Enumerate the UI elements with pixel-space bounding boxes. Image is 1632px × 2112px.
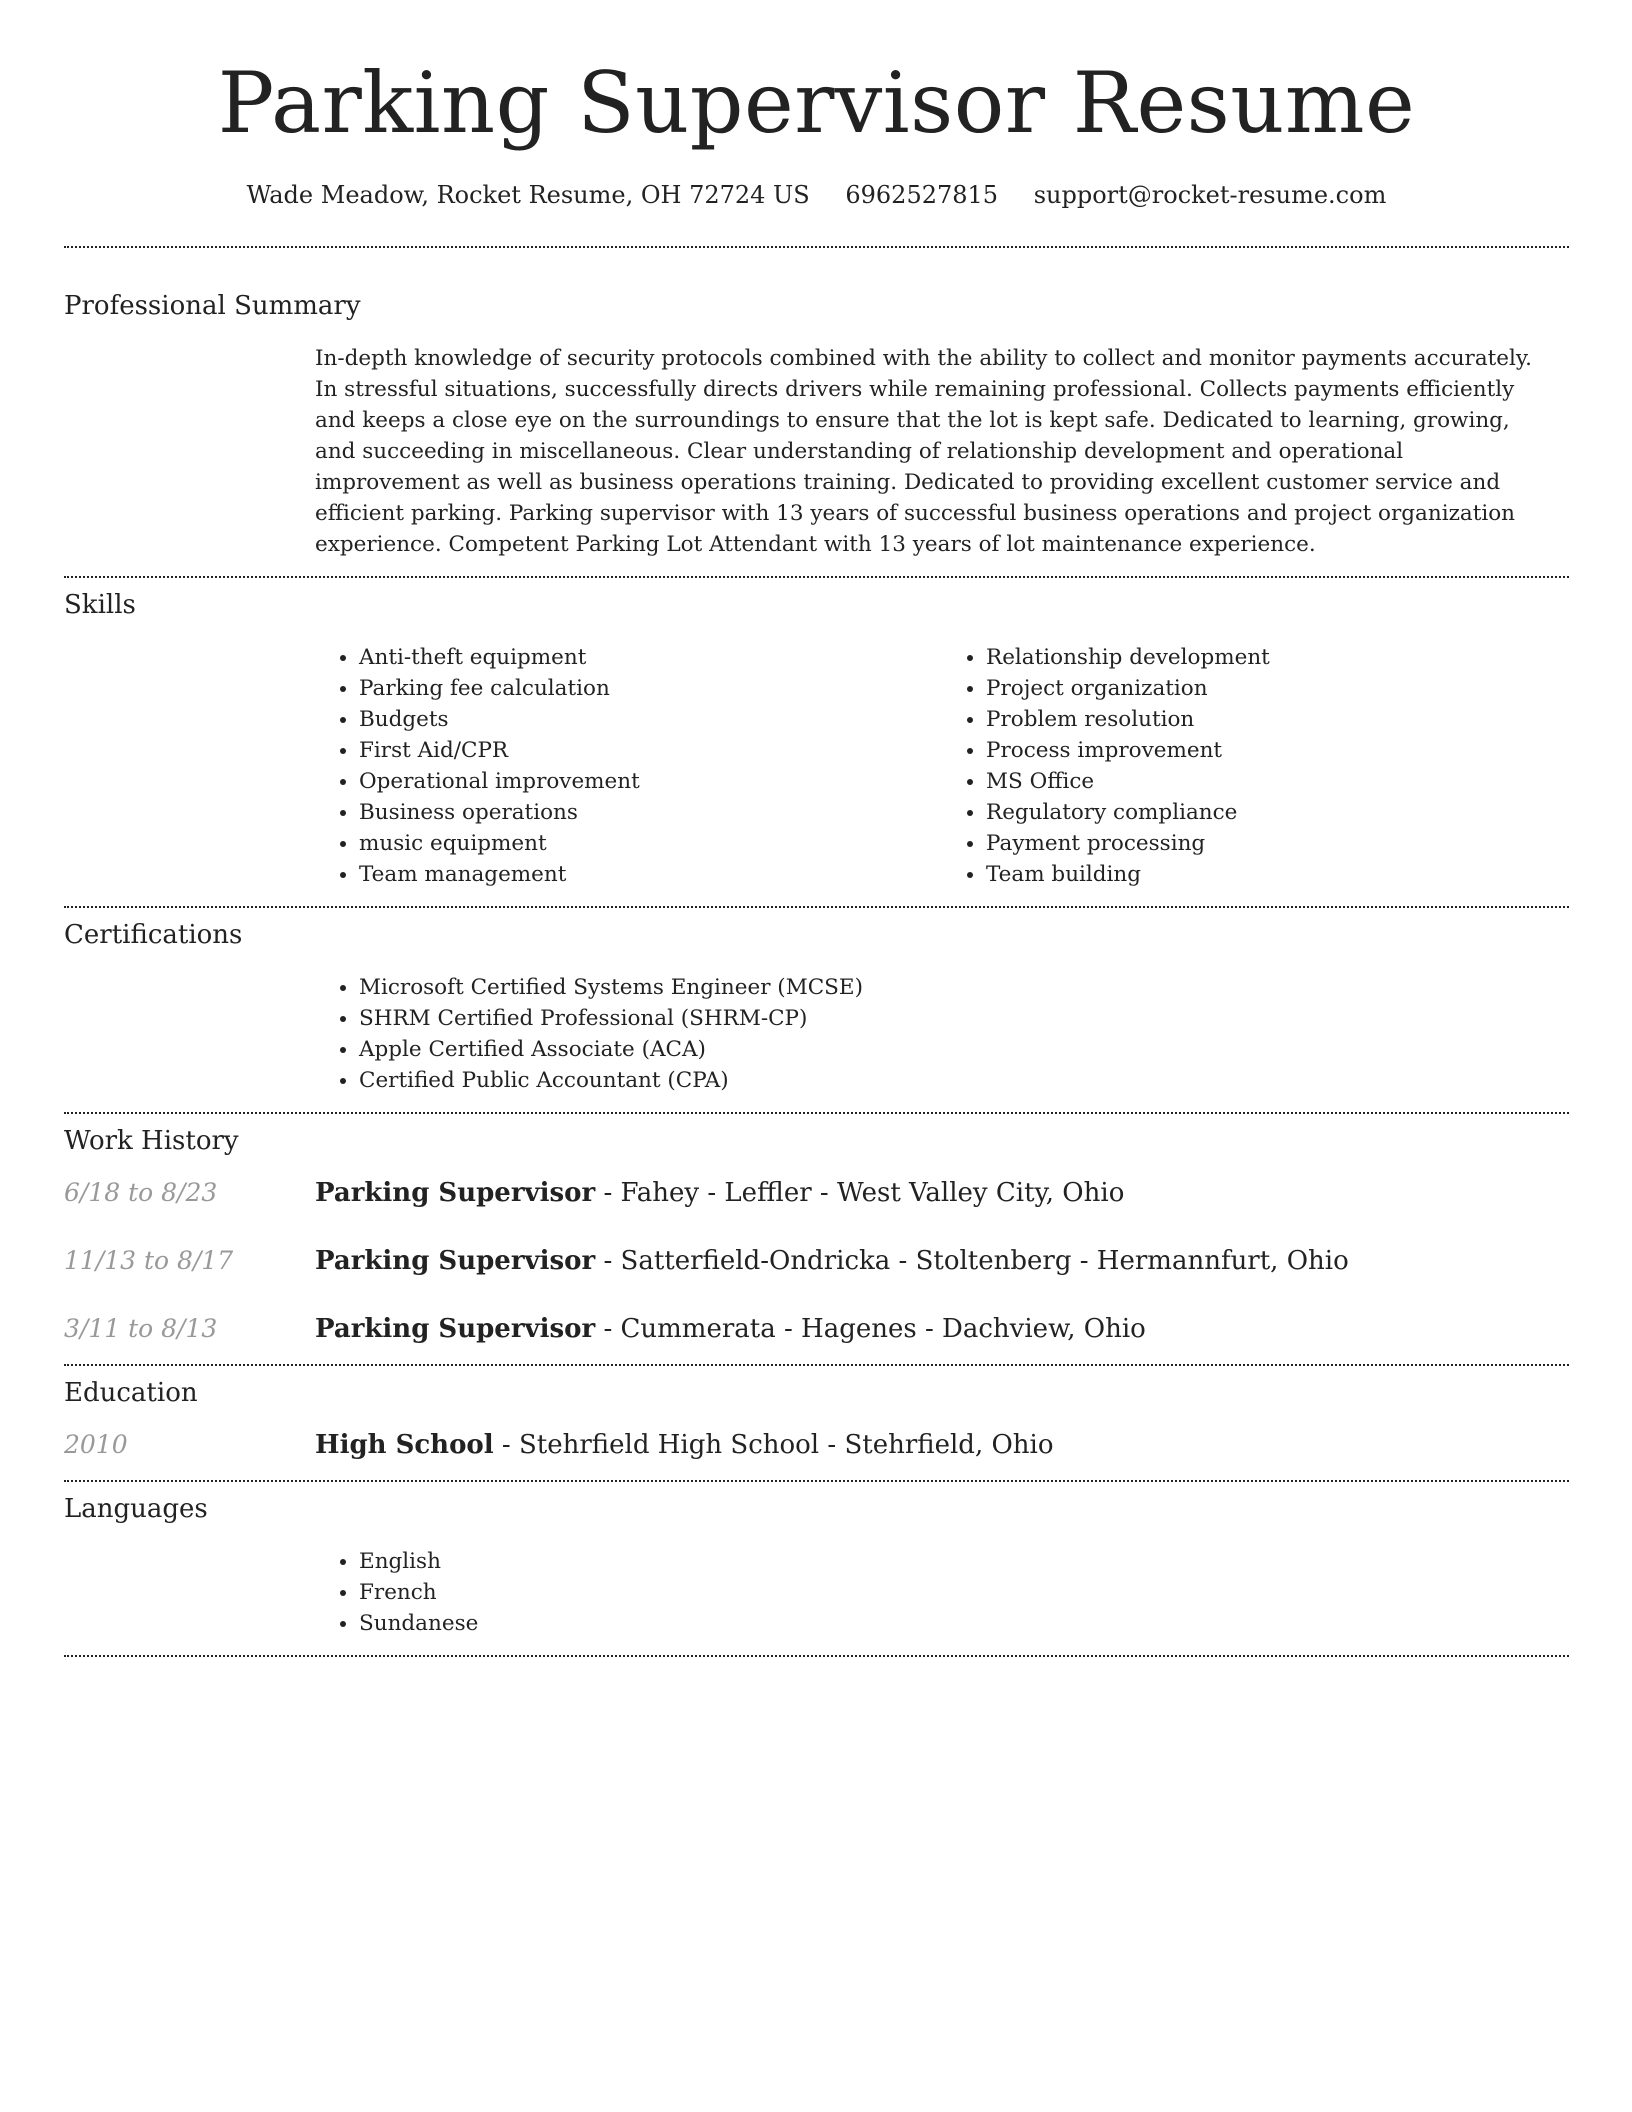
summary-text: In-depth knowledge of security protocols combined with the ability to collect and monitor payments accurately. In stressful situations, successfully directs drivers while remaining professional. Collects payments efficiently and keeps a close eye on the surroundings to ensure that the lot is kept safe. Dedicated to learning, growing, and succeeding in miscellaneous. Clear understanding of relationship development and operational improvement as well as business operations training. Dedicated to providing excellent customer service and efficient parking. Parking supervisor with 13 years of successful business operations and project organization experience. Competent Parking Lot Attendant with 13 years of lot maintenance experience.: [315, 346, 1532, 557]
skill-item: • MS Office: [986, 766, 1569, 797]
certification-item: • SHRM Certified Professional (SHRM-CP): [359, 1003, 1569, 1034]
education-degree: High School: [315, 1430, 494, 1460]
skills-list-right: [942, 642, 1569, 890]
section-divider: [64, 1112, 1569, 1114]
skill-item: • First Aid/CPR: [359, 735, 942, 766]
education-entry: [64, 1430, 1569, 1498]
certifications-heading: Certifications: [64, 920, 243, 950]
certifications-body: [315, 972, 1569, 1096]
skill-item: • Parking fee calculation: [359, 673, 942, 704]
summary-section: [64, 289, 1569, 560]
work-list: [64, 1178, 1569, 1382]
contact-phone: 6962527815: [845, 181, 999, 209]
work-dates: 11/13 to 8/17: [64, 1246, 234, 1275]
certification-item: • Apple Certified Associate (ACA): [359, 1034, 1569, 1065]
work-section: [64, 1124, 1569, 1382]
work-role: Parking Supervisor: [315, 1178, 596, 1208]
skill-item: • Team building: [986, 859, 1569, 890]
skills-section: [64, 588, 1569, 890]
skill-item: • Relationship development: [986, 642, 1569, 673]
skill-item: • Operational improvement: [359, 766, 942, 797]
certifications-list: [315, 972, 1569, 1096]
skill-item: • Regulatory compliance: [986, 797, 1569, 828]
work-role: Parking Supervisor: [315, 1314, 596, 1344]
work-entry: [64, 1314, 1569, 1382]
skill-item: • Budgets: [359, 704, 942, 735]
work-heading: Work History: [64, 1126, 239, 1156]
contact-line: [64, 178, 1569, 212]
languages-body: [315, 1546, 1569, 1639]
work-dates: 6/18 to 8/23: [64, 1178, 218, 1207]
languages-heading: Languages: [64, 1494, 208, 1524]
education-details: - Stehrfield High School - Stehrfield, Ohio: [493, 1430, 1054, 1460]
skill-item: • Team management: [359, 859, 942, 890]
certification-item: • Microsoft Certified Systems Engineer (MCSE): [359, 972, 1569, 1003]
resume-page: [64, 0, 1569, 1657]
languages-list: [315, 1546, 1569, 1639]
section-divider: [64, 1655, 1569, 1657]
contact-email[interactable]: support@rocket-resume.com: [1033, 181, 1387, 209]
work-desc: [315, 1314, 1146, 1344]
work-entry: [64, 1178, 1569, 1246]
skill-item: • Payment processing: [986, 828, 1569, 859]
summary-heading: Professional Summary: [64, 291, 361, 321]
languages-section: [64, 1492, 1569, 1639]
work-role: Parking Supervisor: [315, 1246, 596, 1276]
skill-item: • music equipment: [359, 828, 942, 859]
section-divider: [64, 246, 1569, 248]
work-desc: [315, 1246, 1349, 1276]
skill-item: • Problem resolution: [986, 704, 1569, 735]
skill-item: • Process improvement: [986, 735, 1569, 766]
work-details: - Satterfield-Ondricka - Stoltenberg - Hermannfurt, Ohio: [595, 1246, 1349, 1276]
education-year: 2010: [64, 1430, 128, 1459]
education-heading: Education: [64, 1378, 198, 1408]
section-divider: [64, 906, 1569, 908]
skills-columns: [315, 642, 1569, 890]
work-details: - Cummerata - Hagenes - Dachview, Ohio: [595, 1314, 1146, 1344]
skills-list-left: [315, 642, 942, 890]
work-desc: [315, 1178, 1124, 1208]
language-item: • Sundanese: [359, 1608, 1569, 1639]
work-entry: [64, 1246, 1569, 1314]
skill-item: • Business operations: [359, 797, 942, 828]
skill-item: • Anti-theft equipment: [359, 642, 942, 673]
language-item: • French: [359, 1577, 1569, 1608]
certification-item: • Certified Public Accountant (CPA): [359, 1065, 1569, 1096]
education-desc: [315, 1430, 1054, 1460]
education-section: [64, 1376, 1569, 1498]
contact-address: Wade Meadow, Rocket Resume, OH 72724 US: [246, 181, 810, 209]
skill-item: • Project organization: [986, 673, 1569, 704]
work-details: - Fahey - Leffler - West Valley City, Ohio: [595, 1178, 1125, 1208]
certifications-section: [64, 918, 1569, 1096]
section-divider: [64, 576, 1569, 578]
language-item: • English: [359, 1546, 1569, 1577]
page-title: Parking Supervisor Resume: [217, 54, 1416, 152]
work-dates: 3/11 to 8/13: [64, 1314, 218, 1343]
skills-heading: Skills: [64, 590, 136, 620]
